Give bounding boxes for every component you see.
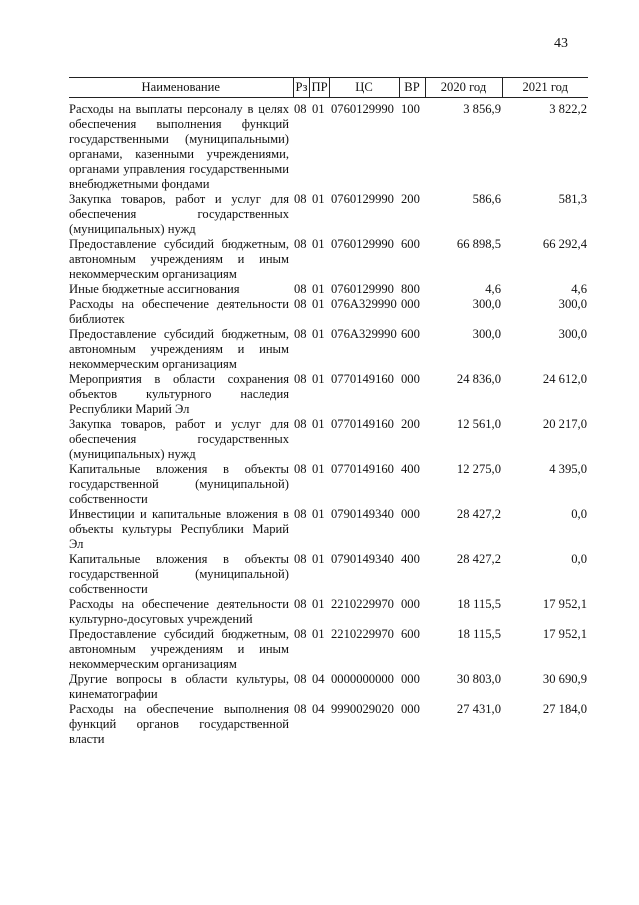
cell-y2021: 300,0	[558, 297, 587, 311]
cell-pr: 01	[312, 327, 325, 341]
cell-rz: 08	[294, 417, 307, 431]
cell-vr: 200	[401, 192, 420, 206]
cell-pr: 01	[312, 597, 325, 611]
cell-y2021: 20 217,0	[542, 417, 587, 431]
table-row	[69, 98, 588, 193]
cell-y2020: 4,6	[485, 282, 501, 296]
cell-name: Предоставление субсидий бюджетным, автономным учреждениям и иным некоммерческим организациям	[69, 627, 289, 671]
cell-name: Расходы на обеспечение выполнения функций органов государственной власти	[69, 702, 289, 746]
cell-y2021: 17 952,1	[542, 597, 587, 611]
cell-y2020: 3 856,9	[463, 102, 501, 116]
cell-pr: 01	[312, 192, 325, 206]
cell-y2020: 28 427,2	[456, 552, 501, 566]
cell-y2020: 12 275,0	[456, 462, 501, 476]
cell-rz: 08	[294, 627, 307, 641]
cell-y2020: 18 115,5	[457, 597, 501, 611]
cell-pr: 04	[312, 672, 325, 686]
cell-y2021: 27 184,0	[542, 702, 587, 716]
cell-pr: 01	[312, 282, 325, 296]
cell-y2021: 0,0	[571, 552, 587, 566]
cell-name: Другие вопросы в области культуры, кинематографии	[69, 672, 289, 701]
cell-y2021: 581,3	[558, 192, 587, 206]
cell-y2021: 24 612,0	[542, 372, 587, 386]
table-row	[69, 672, 588, 702]
cell-rz: 08	[294, 327, 307, 341]
table-row	[69, 237, 588, 282]
cell-y2020: 66 898,5	[456, 237, 501, 251]
cell-rz: 08	[294, 297, 307, 311]
cell-y2021: 30 690,9	[542, 672, 587, 686]
cell-vr: 400	[401, 462, 420, 476]
header-rz: Рз	[293, 78, 309, 98]
table-row	[69, 627, 588, 672]
table-row	[69, 507, 588, 552]
cell-rz: 08	[294, 192, 307, 206]
cell-name: Закупка товаров, работ и услуг для обеспечения государственных (муниципальных) нужд	[69, 417, 289, 461]
budget-table	[69, 77, 588, 747]
cell-cs: 0760129990	[331, 282, 394, 296]
cell-cs: 0760129990	[331, 237, 394, 251]
cell-vr: 600	[401, 627, 420, 641]
table-row	[69, 597, 588, 627]
cell-y2020: 586,6	[472, 192, 501, 206]
cell-vr: 000	[401, 507, 420, 521]
table-row	[69, 702, 588, 747]
cell-name: Мероприятия в области сохранения объектов культурного наследия Республики Марий Эл	[69, 372, 289, 416]
cell-name: Предоставление субсидий бюджетным, автономным учреждениям и иным некоммерческим организациям	[69, 237, 289, 281]
cell-pr: 04	[312, 702, 325, 716]
cell-rz: 08	[294, 462, 307, 476]
cell-vr: 000	[401, 672, 420, 686]
cell-y2021: 4 395,0	[549, 462, 587, 476]
cell-pr: 01	[312, 102, 325, 116]
cell-vr: 600	[401, 327, 420, 341]
cell-name: Предоставление субсидий бюджетным, автономным учреждениям и иным некоммерческим организациям	[69, 327, 289, 371]
header-cs: ЦС	[329, 78, 399, 98]
table-row	[69, 372, 588, 417]
cell-cs: 0790149340	[331, 507, 394, 521]
cell-pr: 01	[312, 627, 325, 641]
cell-rz: 08	[294, 597, 307, 611]
cell-pr: 01	[312, 297, 325, 311]
cell-cs: 0770149160	[331, 417, 394, 431]
cell-rz: 08	[294, 102, 307, 116]
cell-pr: 01	[312, 462, 325, 476]
table-row	[69, 282, 588, 297]
cell-cs: 076А329990	[331, 327, 397, 341]
cell-y2021: 3 822,2	[549, 102, 587, 116]
cell-name: Закупка товаров, работ и услуг для обеспечения государственных (муниципальных) нужд	[69, 192, 289, 236]
header-vr: ВР	[399, 78, 425, 98]
cell-y2020: 28 427,2	[456, 507, 501, 521]
cell-y2020: 18 115,5	[457, 627, 501, 641]
cell-rz: 08	[294, 702, 307, 716]
cell-y2021: 4,6	[571, 282, 587, 296]
table-row	[69, 192, 588, 237]
cell-cs: 2210229970	[331, 597, 394, 611]
table-row	[69, 297, 588, 327]
cell-cs: 0770149160	[331, 462, 394, 476]
cell-rz: 08	[294, 507, 307, 521]
cell-vr: 100	[401, 102, 420, 116]
cell-vr: 000	[401, 702, 420, 716]
cell-pr: 01	[312, 417, 325, 431]
table-row	[69, 327, 588, 372]
cell-pr: 01	[312, 372, 325, 386]
cell-name: Расходы на обеспечение деятельности библиотек	[69, 297, 289, 326]
cell-cs: 0770149160	[331, 372, 394, 386]
cell-vr: 000	[401, 372, 420, 386]
cell-y2020: 12 561,0	[456, 417, 501, 431]
cell-pr: 01	[312, 552, 325, 566]
cell-name: Расходы на обеспечение деятельности культурно-досуговых учреждений	[69, 597, 289, 626]
table-row	[69, 417, 588, 462]
cell-rz: 08	[294, 282, 307, 296]
cell-y2020: 300,0	[472, 327, 501, 341]
cell-y2020: 300,0	[472, 297, 501, 311]
page-number: 43	[554, 36, 568, 51]
cell-cs: 076А329990	[331, 297, 397, 311]
cell-name: Инвестиции и капитальные вложения в объекты культуры Республики Марий Эл	[69, 507, 289, 551]
cell-cs: 0760129990	[331, 192, 394, 206]
cell-pr: 01	[312, 237, 325, 251]
cell-rz: 08	[294, 672, 307, 686]
cell-y2020: 24 836,0	[456, 372, 501, 386]
table-row	[69, 462, 588, 507]
cell-vr: 600	[401, 237, 420, 251]
cell-cs: 2210229970	[331, 627, 394, 641]
header-2021: 2021 год	[502, 78, 588, 98]
cell-cs: 9990029020	[331, 702, 394, 716]
table-header-row	[69, 78, 588, 98]
cell-cs: 0000000000	[331, 672, 394, 686]
cell-vr: 000	[401, 297, 420, 311]
cell-name: Капитальные вложения в объекты государственной (муниципальной) собственности	[69, 552, 289, 596]
header-name: Наименование	[69, 78, 293, 98]
cell-name: Расходы на выплаты персоналу в целях обеспечения выполнения функций государственными (муниципальными) органами, казенными учреждениями, органами управления государственными внебюджетными фондами	[69, 102, 289, 191]
cell-name: Капитальные вложения в объекты государственной (муниципальной) собственности	[69, 462, 289, 506]
cell-cs: 0760129990	[331, 102, 394, 116]
cell-y2020: 30 803,0	[456, 672, 501, 686]
cell-y2021: 300,0	[558, 327, 587, 341]
cell-vr: 800	[401, 282, 420, 296]
cell-y2020: 27 431,0	[456, 702, 501, 716]
cell-cs: 0790149340	[331, 552, 394, 566]
cell-rz: 08	[294, 372, 307, 386]
cell-vr: 400	[401, 552, 420, 566]
header-2020: 2020 год	[425, 78, 502, 98]
header-pr: ПР	[309, 78, 329, 98]
cell-vr: 200	[401, 417, 420, 431]
cell-y2021: 66 292,4	[542, 237, 587, 251]
cell-rz: 08	[294, 552, 307, 566]
cell-y2021: 0,0	[571, 507, 587, 521]
cell-y2021: 17 952,1	[542, 627, 587, 641]
cell-pr: 01	[312, 507, 325, 521]
cell-vr: 000	[401, 597, 420, 611]
cell-name: Иные бюджетные ассигнования	[69, 282, 240, 296]
table-row	[69, 552, 588, 597]
cell-rz: 08	[294, 237, 307, 251]
